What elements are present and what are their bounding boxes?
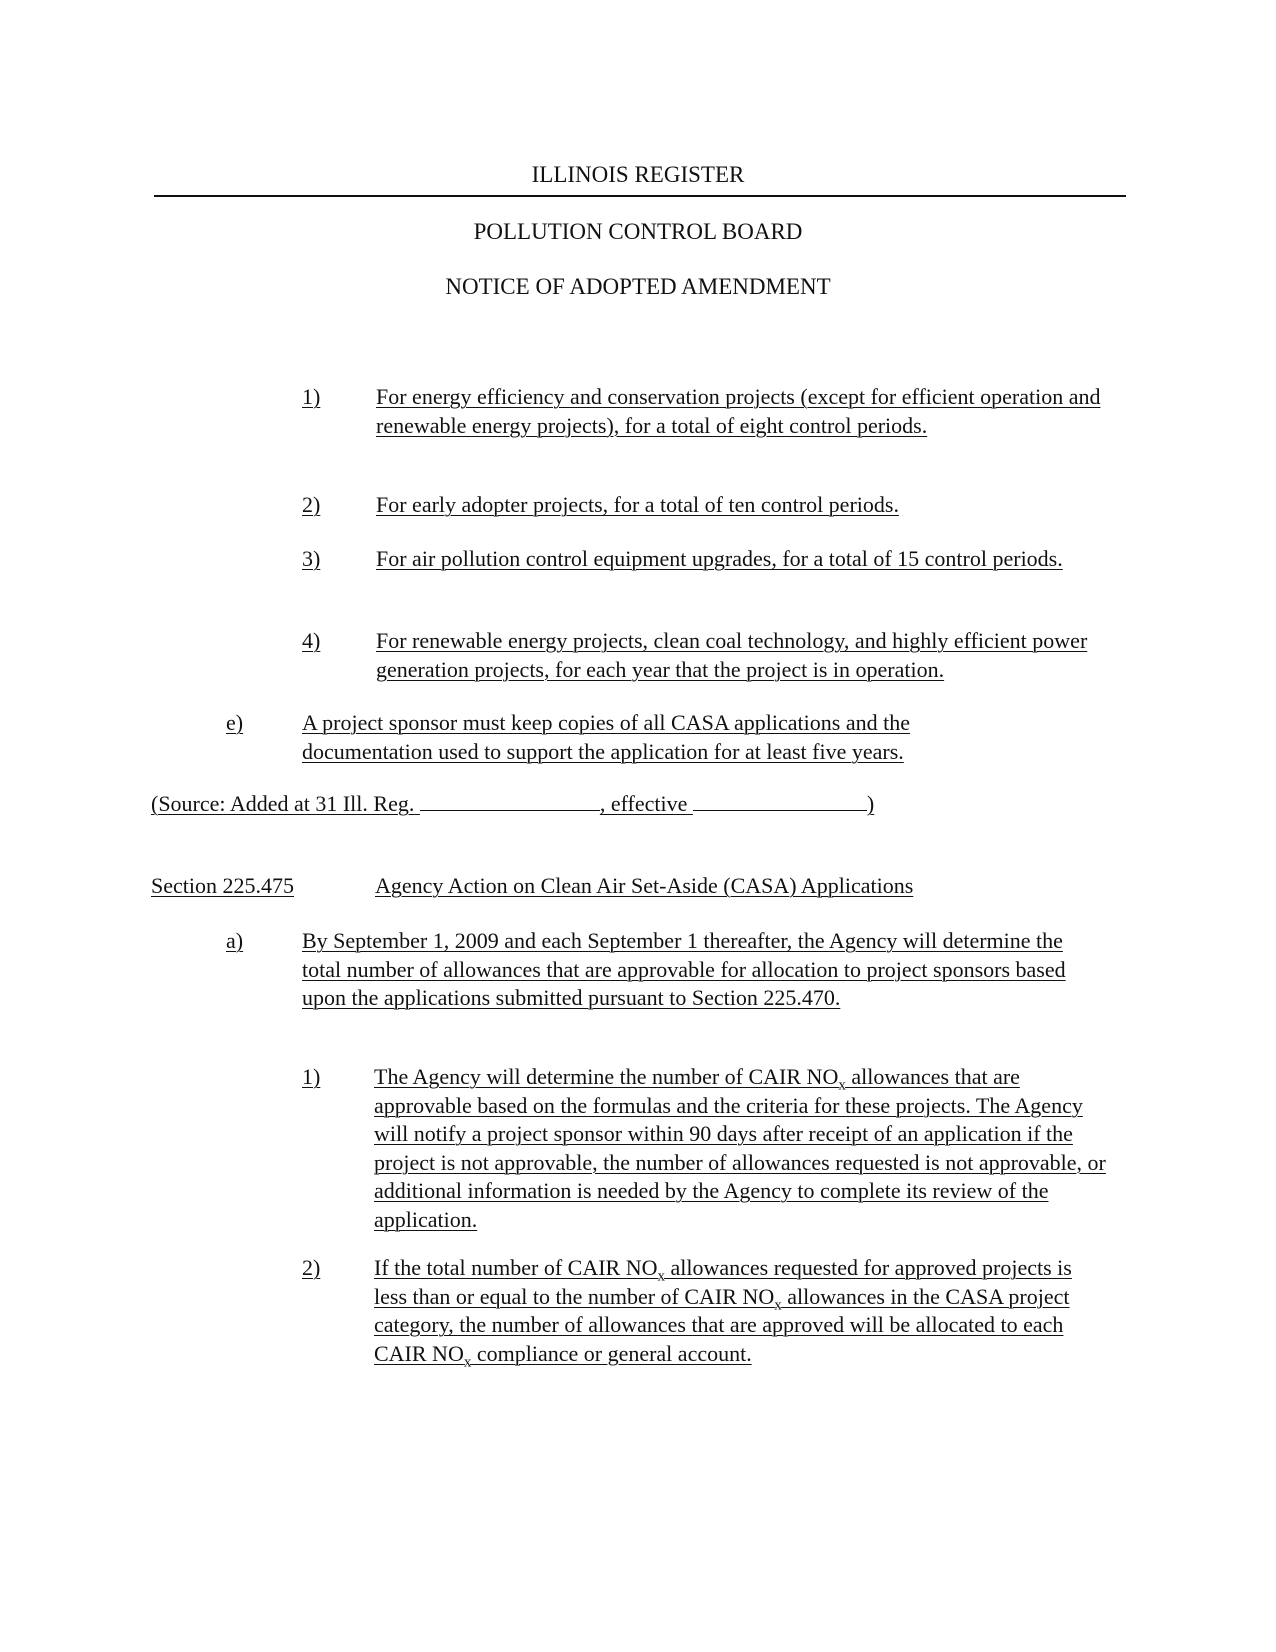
notice-title: NOTICE OF ADOPTED AMENDMENT	[445, 274, 831, 299]
section-number: Section 225.475	[151, 873, 294, 898]
list-number: a)	[226, 928, 244, 953]
source-note	[151, 790, 1051, 819]
list-item-text: For air pollution control equipment upgrades, for a total of 15 control periods.	[376, 546, 1063, 571]
text-run: If the total number of CAIR NO	[374, 1255, 658, 1280]
subscript: x	[774, 1296, 782, 1313]
text-run: allowances that are approvable based on the formulas and the criteria for these projects. The Agency will notify a project sponsor within 90 days after receipt of an application if the project is not approvable, the number of allowances requested is not approvable, or additional information is needed by the Agency to complete its review of the application.	[374, 1064, 1106, 1232]
list-item-text: A project sponsor must keep copies of all CASA applications and the documentation used to support the application for at least five years.	[302, 710, 910, 764]
board-name: POLLUTION CONTROL BOARD	[473, 219, 803, 244]
source-middle: , effective	[599, 791, 688, 816]
source-suffix: )	[866, 791, 875, 816]
text-run: allowances in the CASA project category, the number of allowances that are approved will be allocated to each CAIR NO	[374, 1283, 1070, 1366]
subscript: x	[463, 1353, 472, 1370]
list-number: 2)	[302, 492, 321, 517]
register-title: ILLINOIS REGISTER	[531, 162, 745, 187]
subscript: x	[838, 1077, 846, 1094]
header-rule	[154, 195, 1126, 197]
list-number: 4)	[302, 628, 321, 653]
source-prefix: (Source: Added at 31 Ill. Reg.	[151, 791, 415, 816]
source-blank-date	[693, 790, 867, 811]
text-run: allowances requested for approved projects is less than or equal to the number of CAIR NO	[374, 1255, 1072, 1309]
section-title: Agency Action on Clean Air Set-Aside (CASA) Applications	[375, 873, 914, 898]
list-number: 1)	[302, 384, 321, 409]
list-number: 2)	[302, 1255, 321, 1280]
list-item-text: For early adopter projects, for a total of ten control periods.	[376, 492, 899, 517]
text-run: compliance or general account.	[471, 1340, 752, 1366]
subscript: x	[657, 1268, 665, 1285]
list-item-text	[374, 1063, 1120, 1234]
list-item-text	[374, 1254, 1098, 1368]
list-number: 3)	[302, 546, 321, 571]
list-item-text: For energy efficiency and conservation projects (except for efficient operation and renewable energy projects), for a total of eight control periods.	[376, 384, 1101, 438]
list-item-text: For renewable energy projects, clean coal technology, and highly efficient power generation projects, for each year that the project is in operation.	[376, 628, 1088, 682]
list-item-text: By September 1, 2009 and each September 1 thereafter, the Agency will determine the total number of allowances that are approvable for allocation to project sponsors based upon the applications submitted pursuant to Section 225.470.	[302, 928, 1066, 1010]
list-number: e)	[226, 710, 244, 735]
text-run: The Agency will determine the number of CAIR NO	[374, 1064, 839, 1089]
list-number: 1)	[302, 1064, 321, 1089]
source-blank-register	[420, 790, 600, 811]
